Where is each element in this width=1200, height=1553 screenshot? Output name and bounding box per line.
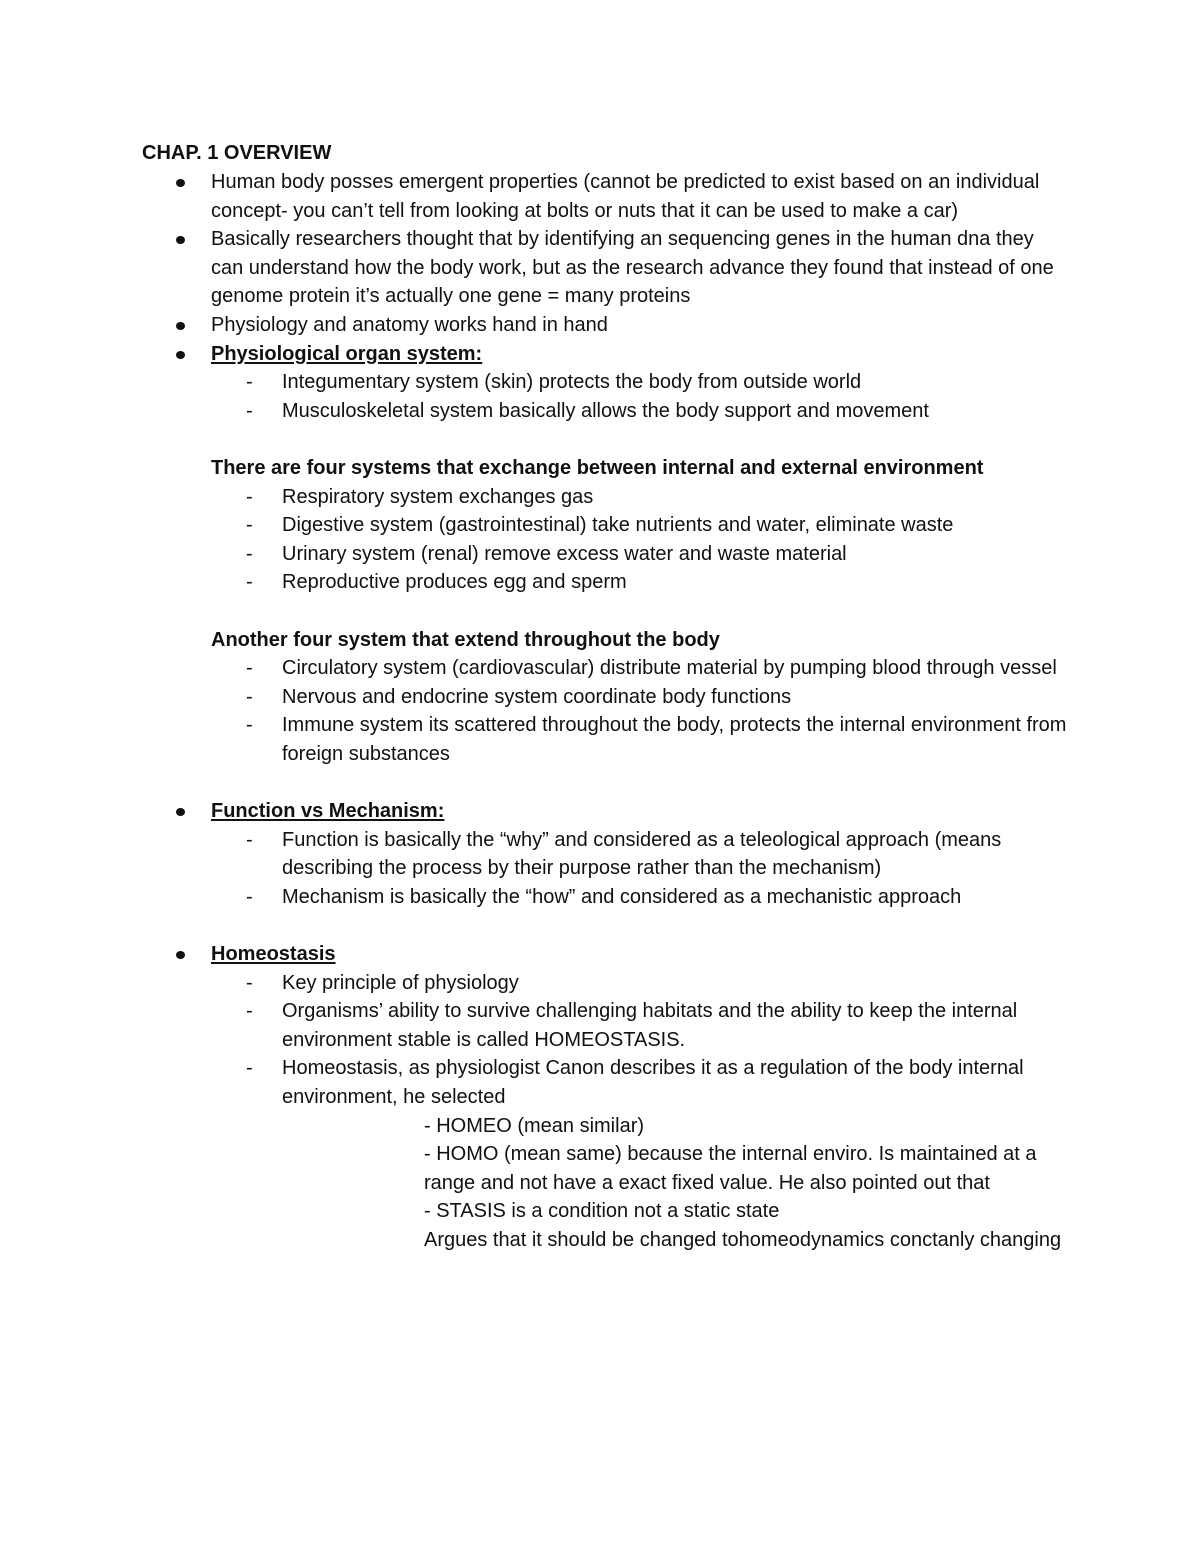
section-heading-organ-system: Physiological organ system: xyxy=(211,342,483,365)
dash-marker: - xyxy=(246,371,253,394)
sub-item xyxy=(211,511,1071,540)
dash-marker: - xyxy=(246,542,253,565)
sub-item-text: Key principle of physiology xyxy=(282,971,519,994)
sub-item xyxy=(211,397,1071,426)
bullet-item-emergent xyxy=(211,168,1071,225)
dash-marker: - xyxy=(246,971,253,994)
sub-item-text: Reproductive produces egg and sperm xyxy=(282,571,627,594)
sub-item-text: Nervous and endocrine system coordinate body functions xyxy=(282,685,792,708)
dash-marker: - xyxy=(246,399,253,422)
bullet-icon xyxy=(176,951,185,959)
sub-item-text: Homeostasis, as physiologist Canon describes it as a regulation of the body internal environment, he selected xyxy=(282,1057,1024,1108)
bullet-item-homeostasis xyxy=(211,940,1071,969)
bullet-item-organ-system xyxy=(211,340,1071,369)
sub-item xyxy=(211,1054,1071,1111)
deep-item: Argues that it should be changed tohomeodynamics conctanly changing xyxy=(424,1228,1062,1251)
sub-item xyxy=(211,883,1071,912)
bullet-text: Human body posses emergent properties (cannot be predicted to exist based on an individual concept- you can’t tell from looking at bolts or nuts that it can be used to make a car) xyxy=(211,171,1040,222)
sub-item xyxy=(211,483,1071,512)
bullet-item-function xyxy=(211,797,1071,826)
dash-marker: - xyxy=(246,1000,253,1023)
bullet-item-anatomy xyxy=(211,311,1071,340)
sub-item xyxy=(211,997,1071,1054)
deep-item: - HOMEO (mean similar) xyxy=(424,1114,645,1137)
spacer xyxy=(211,768,1071,797)
bullet-icon xyxy=(176,351,185,359)
bullet-icon xyxy=(176,808,185,816)
bullet-text: Basically researchers thought that by identifying an sequencing genes in the human dna they can understand how the body work, but as the research advance they found that instead of one genome protein it’s actually one gene = many proteins xyxy=(211,228,1054,308)
sub-item xyxy=(211,826,1071,883)
bullet-icon xyxy=(176,179,185,187)
dash-marker: - xyxy=(246,657,253,680)
sub-item-text: Organisms’ ability to survive challenging habitats and the ability to keep the internal environment stable is called HOMEOSTASIS. xyxy=(282,1000,1018,1051)
sub-item-text: Respiratory system exchanges gas xyxy=(282,485,594,508)
deep-item: - HOMO (mean same) because the internal enviro. Is maintained at a range and not have a exact fixed value. He also pointed out that xyxy=(424,1143,1037,1194)
sub-item xyxy=(211,368,1071,397)
sub-item xyxy=(211,654,1071,683)
sub-item-text: Digestive system (gastrointestinal) take nutrients and water, eliminate waste xyxy=(282,514,954,537)
dash-marker: - xyxy=(246,571,253,594)
sub-item-text: Urinary system (renal) remove excess water and waste material xyxy=(282,542,847,565)
section-heading-function: Function vs Mechanism: xyxy=(211,800,445,823)
deep-item: - STASIS is a condition not a static state xyxy=(424,1200,780,1223)
section-heading-exchange: There are four systems that exchange between internal and external environment xyxy=(211,456,984,479)
main-bullet-list xyxy=(211,168,1071,1255)
sub-item-text: Function is basically the “why” and considered as a teleological approach (means describing the process by their purpose rather than the mechanism) xyxy=(282,828,1002,880)
section-heading-homeostasis: Homeostasis xyxy=(211,943,336,966)
sub-item xyxy=(211,711,1071,768)
bullet-icon xyxy=(176,322,185,330)
sub-item-text: Integumentary system (skin) protects the body from outside world xyxy=(282,371,862,394)
dash-marker: - xyxy=(246,714,253,737)
sub-item-text: Immune system its scattered throughout the body, protects the internal environment from foreign substances xyxy=(282,714,1067,765)
dash-marker: - xyxy=(246,514,253,537)
bullet-text: Physiology and anatomy works hand in hand xyxy=(211,313,608,336)
bullet-item-genes xyxy=(211,225,1071,311)
dash-marker: - xyxy=(246,485,253,508)
sub-item-text: Circulatory system (cardiovascular) distribute material by pumping blood through vessel xyxy=(282,657,1057,680)
dash-marker: - xyxy=(246,885,253,908)
sub-item xyxy=(211,568,1071,597)
sub-item-text: Musculoskeletal system basically allows the body support and movement xyxy=(282,399,929,422)
sub-item xyxy=(211,540,1071,569)
spacer xyxy=(211,911,1071,940)
page-title: CHAP. 1 OVERVIEW xyxy=(142,142,332,164)
sub-item xyxy=(211,683,1071,712)
section-heading-throughout: Another four system that extend throughout the body xyxy=(211,628,720,651)
sub-item-text: Mechanism is basically the “how” and considered as a mechanistic approach xyxy=(282,885,962,908)
bullet-icon xyxy=(176,236,185,244)
dash-marker: - xyxy=(246,1057,253,1080)
dash-marker: - xyxy=(246,685,253,708)
sub-item xyxy=(211,969,1071,998)
dash-marker: - xyxy=(246,828,253,851)
